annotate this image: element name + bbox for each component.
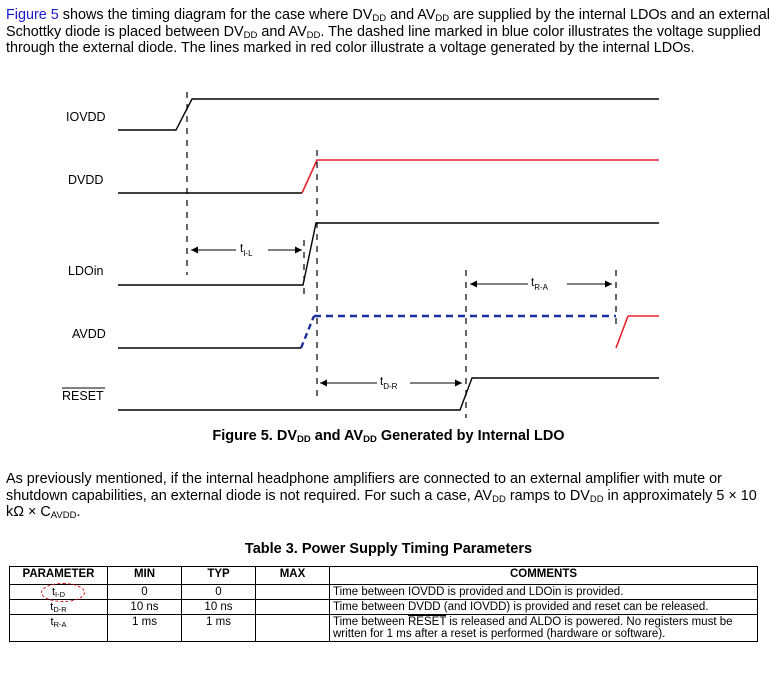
t-dr-label: $t_{D-R}$ — [380, 376, 398, 391]
comment-cell: Time between IOVDD is provided and LDOin is provided. — [330, 585, 758, 600]
timing-diagram — [0, 85, 777, 425]
intro-text-4: and AV — [257, 23, 307, 40]
param-sub: D-R — [53, 605, 67, 614]
min-cell: 10 ns — [108, 600, 182, 615]
param-symbol-t-dr — [50, 601, 66, 613]
param-t: t — [51, 586, 56, 598]
param-sub: I-D — [55, 590, 66, 599]
comment-pre: Time between — [333, 616, 408, 628]
p2-text-1: As previously mentioned, if the internal headphone amplifiers are connected to an external amplifier with mute or shutdown capabilities, an external diode is not required. For such a case, AV — [6, 471, 722, 504]
param-t: t — [50, 616, 54, 628]
intro-text-1: shows the timing diagram for the case where DV — [58, 7, 373, 23]
param-cell — [10, 585, 108, 600]
intro-sub-1: DD — [372, 13, 387, 24]
intro-text-2: and AV — [386, 7, 436, 23]
signal-label-iovdd: IOVDD — [66, 110, 106, 124]
table-header-row — [10, 567, 758, 585]
comment-reset: RESET — [408, 616, 447, 628]
header-max: MAX — [256, 567, 330, 585]
table-row — [10, 600, 758, 615]
comment-cell — [330, 615, 758, 642]
param-symbol-t-id — [52, 586, 65, 598]
typ-cell: 1 ms — [182, 615, 256, 642]
p2-sub-3: AVDD — [50, 510, 77, 521]
param-cell — [10, 600, 108, 615]
table-row — [10, 615, 758, 642]
fig-caption-text-1: Figure 5. DV — [212, 428, 297, 444]
body-paragraph-2 — [6, 471, 771, 521]
avdd-ldo-ramp — [616, 316, 628, 348]
p2-text-3: in approximately 5 × 10 kΩ × C — [6, 487, 757, 520]
fig-caption-sub-2: DD — [363, 434, 377, 445]
highlight-circle — [41, 583, 85, 602]
p2-sub-1: DD — [492, 493, 506, 505]
dvdd-ldo-segment — [302, 160, 659, 193]
typ-cell: 10 ns — [182, 600, 256, 615]
max-cell — [256, 615, 330, 642]
param-symbol-t-ra — [51, 616, 67, 628]
avdd-diode-ramp — [301, 316, 314, 348]
intro-sub-3: DD — [243, 29, 258, 41]
p2-text-2: ramps to DV — [505, 487, 590, 504]
t-ra-label: $t_{R-A}$ — [531, 277, 548, 292]
param-t: t — [50, 601, 54, 613]
intro-text-5: . The dashed line marked in blue color illustrates the voltage supplied through the external diode. The lines marked in red color illustrate a voltage generated by the internal LDOs. — [6, 23, 761, 56]
power-supply-timing-table — [9, 566, 758, 642]
param-sub: R-A — [53, 620, 67, 629]
max-cell — [256, 600, 330, 615]
min-cell: 1 ms — [108, 615, 182, 642]
typ-cell: 0 — [182, 585, 256, 600]
min-cell: 0 — [108, 585, 182, 600]
intro-sub-2: DD — [435, 13, 450, 24]
comment-post: is released and ALDO is powered. No registers must be written for 1 ms after a reset is performed (hardware or software). — [333, 616, 733, 640]
intro-sub-4: DD — [306, 29, 321, 41]
header-comments: COMMENTS — [330, 567, 758, 585]
fig-caption-text-2: and AV — [310, 428, 364, 444]
table-caption: Table 3. Power Supply Timing Parameters — [244, 541, 533, 557]
header-min: MIN — [108, 567, 182, 585]
p2-sub-2: DD — [589, 493, 604, 505]
fig-caption-sub-1: DD — [297, 434, 311, 445]
header-parameter: PARAMETER — [10, 567, 108, 585]
param-cell — [10, 615, 108, 642]
p2-text-4: . — [76, 504, 81, 520]
figure-5-link[interactable]: Figure 5 — [6, 7, 59, 23]
header-typ: TYP — [182, 567, 256, 585]
signal-label-avdd: AVDD — [72, 327, 106, 341]
comment-cell: Time between DVDD (and IOVDD) is provided and reset can be released. — [330, 600, 758, 615]
max-cell — [256, 585, 330, 600]
iovdd-waveform — [118, 99, 659, 130]
intro-paragraph — [6, 7, 771, 57]
signal-label-reset: RESET — [62, 389, 104, 403]
t-il-label: $t_{I-L}$ — [240, 243, 253, 258]
signal-label-dvdd: DVDD — [68, 173, 104, 187]
figure-caption — [0, 428, 777, 444]
intro-text-3: are supplied by the internal LDOs and an external Schottky diode is placed between DV — [6, 7, 770, 40]
timing-diagram-svg — [0, 85, 777, 425]
table-row — [10, 585, 758, 600]
signal-label-ldoin: LDOin — [68, 264, 104, 278]
fig-caption-text-3: Generated by Internal LDO — [376, 428, 565, 444]
ldoin-waveform — [118, 223, 659, 285]
